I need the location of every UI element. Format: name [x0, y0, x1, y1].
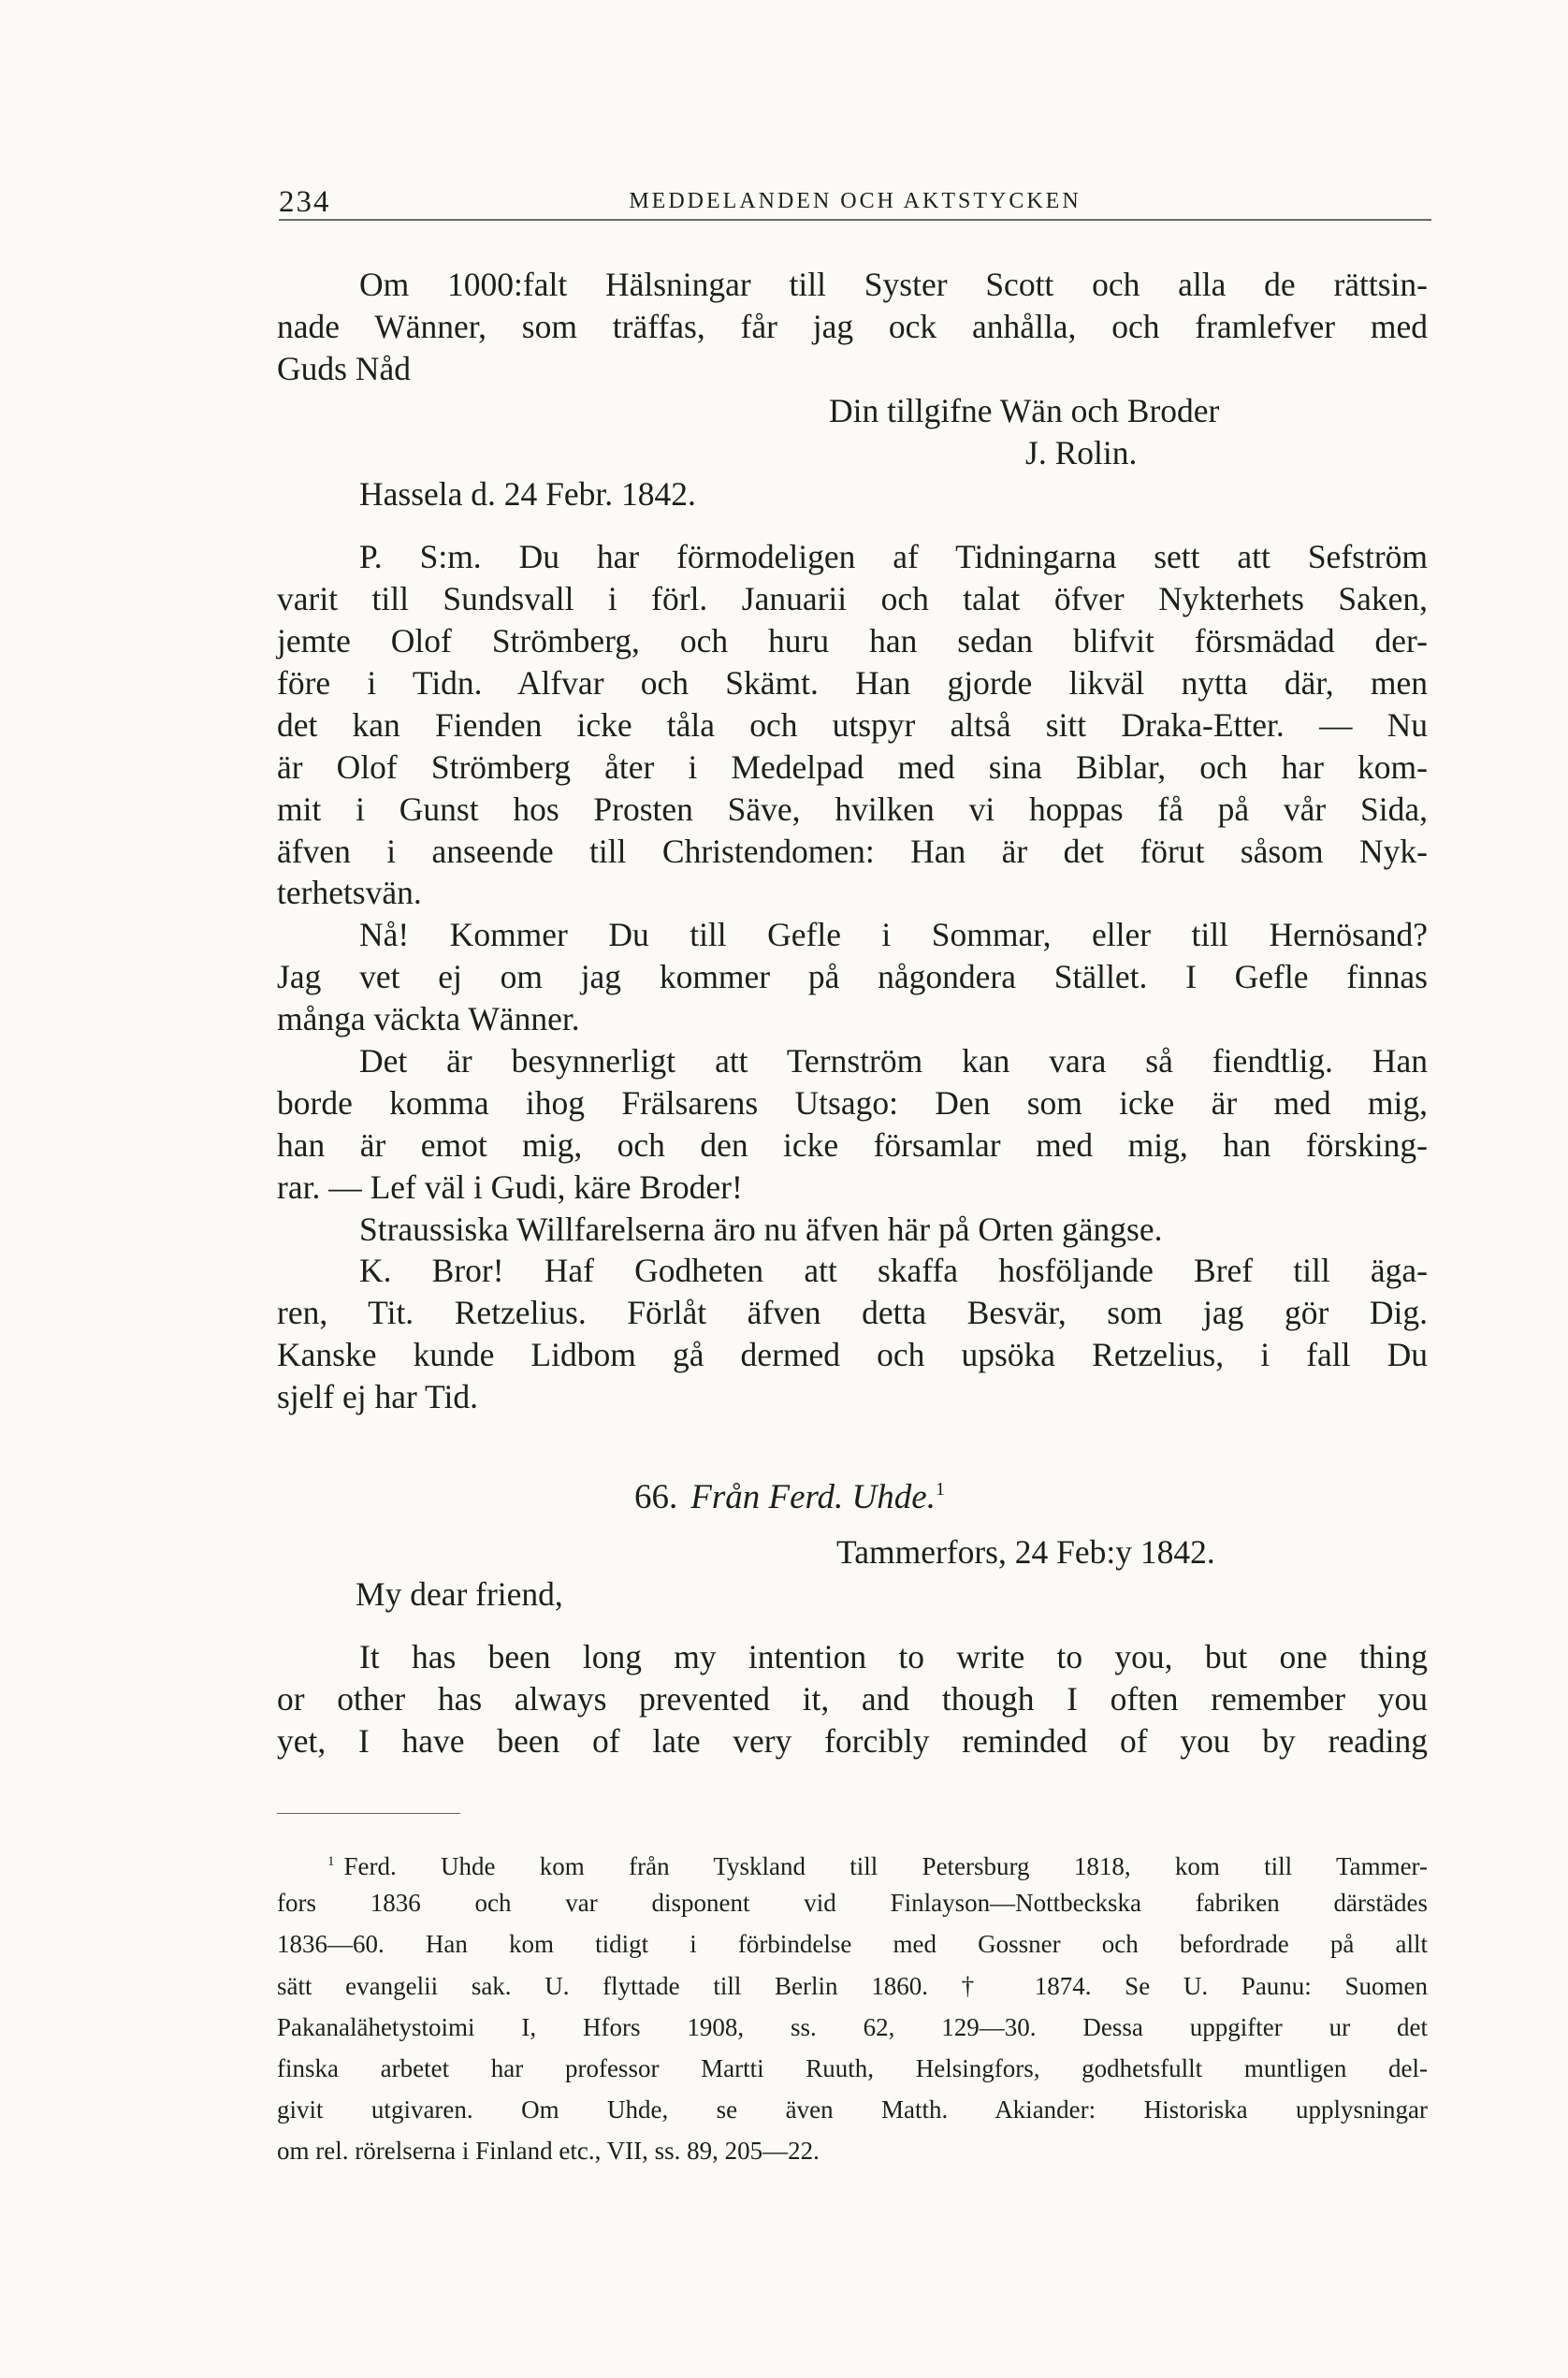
text-line: nade Wänner, som träffas, får jag ock anhålla, och framlefver med: [277, 307, 1428, 345]
postscript-line: borde komma ihog Frälsarens Utsago: Den som icke är med mig,: [277, 1083, 1428, 1122]
footnote-reference: 1: [935, 1479, 945, 1501]
postscript-line: det kan Fienden icke tåla och utspyr altså sitt Draka-Etter. — Nu: [277, 705, 1428, 744]
text-line: yet, I have been of late very forcibly reminded of you by reading: [277, 1721, 1428, 1760]
footnote-divider: [277, 1813, 460, 1814]
footnote-line: $^1$ Ferd. Uhde kom från Tyskland till Petersburg 1818, kom till Tammer-: [327, 1852, 1428, 1880]
footnote: [277, 1841, 1428, 2172]
letter-place-date: Tammerfors, 24 Feb:y 1842.: [836, 1532, 1215, 1571]
postscript-line: sjelf ej har Tid.: [277, 1378, 478, 1416]
postscript-line: före i Tidn. Alfvar och Skämt. Han gjorde likväl nytta där, men: [277, 664, 1428, 703]
letter-place-date: Hassela d. 24 Febr. 1842.: [359, 475, 696, 514]
text-line: Om 1000:falt Hälsningar till Syster Scott och alla de rättsin-: [359, 266, 1428, 303]
postscript-line: mit i Gunst hos Prosten Säve, hvilken vi hoppas få på vår Sida,: [277, 790, 1428, 828]
postscript-line: han är emot mig, och den icke församlar med mig, han försking-: [277, 1125, 1428, 1164]
text-line: Guds Nåd: [277, 349, 411, 387]
letter-heading: [277, 1469, 1428, 1517]
running-header-title: MEDDELANDEN OCH AKTSTYCKEN: [629, 189, 1082, 213]
postscript-line: K. Bror! Haf Godheten att skaffa hosföljande Bref till äga-: [359, 1252, 1428, 1290]
postscript-line: Det är besynnerligt att Ternström kan vara så fiendtlig. Han: [359, 1042, 1428, 1080]
running-header: [279, 185, 1431, 221]
footnote-marker: 1: [327, 1854, 335, 1869]
postscript-line: ren, Tit. Retzelius. Förlåt äfven detta Besvär, som jag gör Dig.: [277, 1294, 1428, 1332]
postscript-line: äfven i anseende till Christendomen: Han är det förut såsom Nyk-: [277, 832, 1428, 870]
text-line: or other has always prevented it, and though I often remember you: [277, 1679, 1428, 1718]
letter-closing: Din tillgifne Wän och Broder: [829, 391, 1220, 429]
letter-title: Från Ferd. Uhde.: [690, 1478, 936, 1517]
postscript-line: rar. — Lef väl i Gudi, käre Broder!: [277, 1167, 743, 1206]
postscript-line: är Olof Strömberg åter i Medelpad med sina Biblar, och har kom-: [277, 747, 1428, 786]
postscript-line: varit till Sundsvall i förl. Januarii och talat öfver Nykterhets Saken,: [277, 580, 1428, 618]
postscript-line: Kanske kunde Lidbom gå dermed och upsöka Retzelius, i fall Du: [277, 1336, 1428, 1374]
page-number: 234: [279, 185, 331, 219]
footnote-line: fors 1836 och var disponent vid Finlayson—Nottbeckska fabriken därstädes: [277, 1889, 1428, 1918]
postscript-line: jemte Olof Strömberg, och huru han sedan blifvit försmädad der-: [277, 622, 1428, 660]
postscript-line: P. S:m. Du har förmodeligen af Tidningarna sett att Sefström: [359, 538, 1428, 576]
footnote-line: Pakanalähetystoimi I, Hfors 1908, ss. 62, 129—30. Dessa uppgifter ur det: [277, 2012, 1428, 2041]
postscript-line: terhetsvän.: [277, 874, 422, 912]
letter-signature: J. Rolin.: [1025, 433, 1138, 471]
footnote-line: om rel. rörelserna i Finland etc., VII, ss. 89, 205—22.: [277, 2137, 820, 2166]
letter-number: 66.: [634, 1478, 678, 1517]
letter-salutation: My dear friend,: [356, 1574, 563, 1613]
footnote-line: finska arbetet har professor Martti Ruuth, Helsingfors, godhetsfullt muntligen del-: [277, 2053, 1428, 2082]
postscript-line: Jag vet ej om jag kommer på någondera Stället. I Gefle finnas: [277, 958, 1428, 996]
page-body: [277, 264, 1428, 1762]
postscript-line: Straussiska Willfarelserna äro nu äfven här på Orten gängse.: [359, 1210, 1163, 1248]
postscript-line: Nå! Kommer Du till Gefle i Sommar, eller till Hernösand?: [359, 916, 1428, 954]
postscript-line: många väckta Wänner.: [277, 1000, 580, 1038]
footnote-line: sätt evangelii sak. U. flyttade till Berlin 1860. † 1874. Se U. Paunu: Suomen: [277, 1971, 1428, 2000]
text-line: It has been long my intention to write to you, but one thing: [359, 1637, 1428, 1675]
footnote-line: 1836—60. Han kom tidigt i förbindelse med Gossner och befordrade på allt: [277, 1930, 1428, 1959]
footnote-line: givit utgivaren. Om Uhde, se även Matth. Akiander: Historiska upplysningar: [277, 2095, 1428, 2124]
